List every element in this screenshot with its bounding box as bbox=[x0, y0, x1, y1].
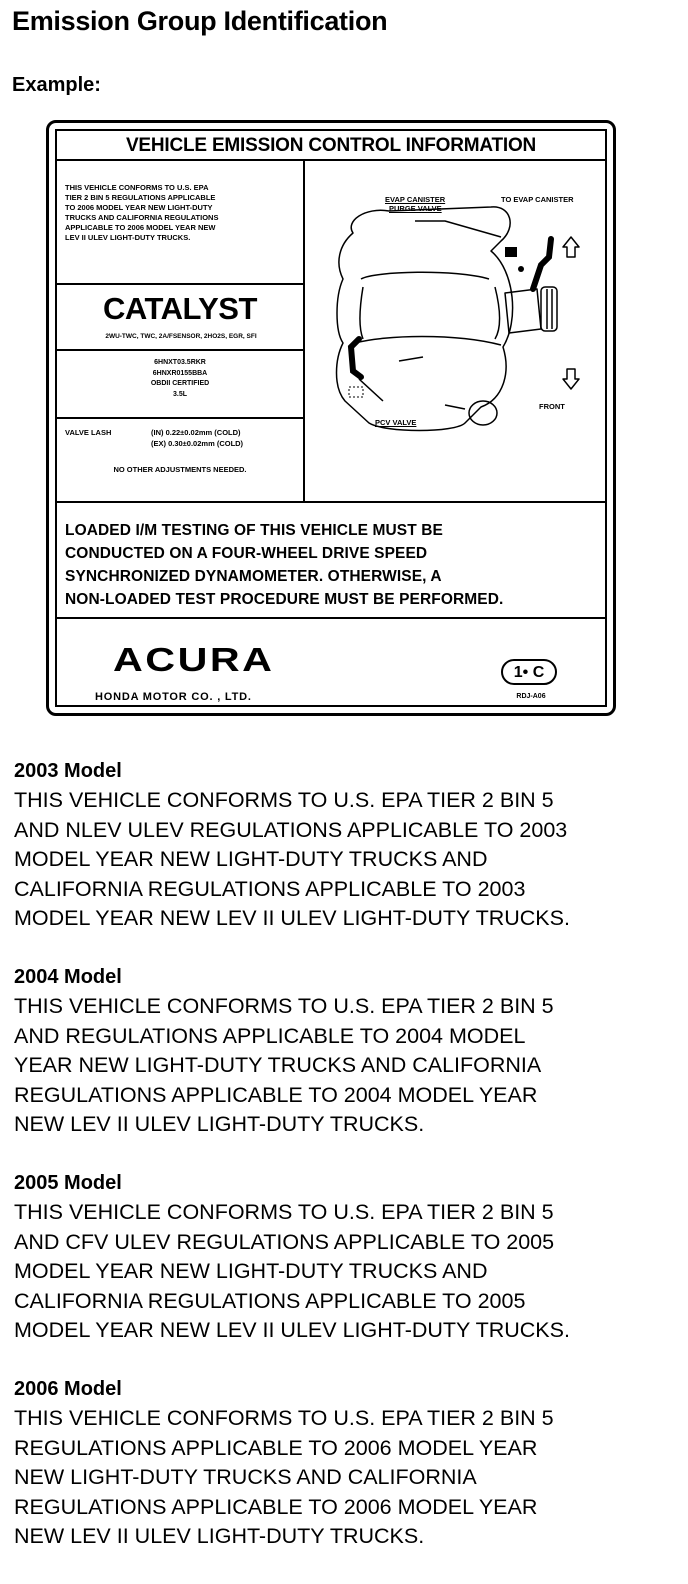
model-heading: 2006 Model bbox=[14, 1378, 122, 1400]
model-text bbox=[14, 992, 674, 1140]
label-info-column bbox=[57, 161, 305, 501]
model-text-line: MODEL YEAR NEW LIGHT-DUTY TRUCKS AND bbox=[14, 847, 488, 871]
valve-lash-intake: (IN) 0.22±0.02mm (COLD) bbox=[151, 428, 241, 437]
conformance-line: TRUCKS AND CALIFORNIA REGULATIONS bbox=[65, 213, 219, 222]
model-text-line: NEW LIGHT-DUTY TRUCKS AND CALIFORNIA bbox=[14, 1465, 477, 1489]
label-upper-section bbox=[57, 161, 605, 501]
label-part-code: RDJ-A06 bbox=[516, 693, 546, 700]
model-text-line: CALIFORNIA REGULATIONS APPLICABLE TO 2005 bbox=[14, 1288, 526, 1313]
engine-diagram bbox=[305, 161, 611, 501]
model-section-2006 bbox=[14, 1374, 674, 1552]
obd-certification: OBDII CERTIFIED bbox=[150, 380, 210, 387]
no-adjustments-note: NO OTHER ADJUSTMENTS NEEDED. bbox=[113, 465, 247, 474]
model-text-line: AND CFV ULEV REGULATIONS APPLICABLE TO 2005 bbox=[14, 1229, 555, 1254]
acura-logo: ACURA bbox=[113, 641, 275, 678]
model-text bbox=[14, 1404, 674, 1552]
model-section-2005 bbox=[14, 1168, 674, 1346]
hose-routing-diagram bbox=[305, 161, 605, 501]
model-text-line: MODEL YEAR NEW LEV II ULEV LIGHT-DUTY TRUCKS. bbox=[14, 906, 570, 930]
catalyst-title: CATALYST bbox=[103, 291, 257, 326]
model-text-line: MODEL YEAR NEW LIGHT-DUTY TRUCKS AND bbox=[14, 1259, 488, 1283]
purge-valve-label: PURGE VALVE bbox=[389, 204, 442, 213]
model-text-line: THIS VEHICLE CONFORMS TO U.S. EPA TIER 2 BIN 5 bbox=[14, 788, 554, 812]
model-text-line: REGULATIONS APPLICABLE TO 2004 MODEL YEAR bbox=[14, 1082, 538, 1107]
model-text-line: YEAR NEW LIGHT-DUTY TRUCKS AND CALIFORNIA bbox=[14, 1053, 542, 1077]
model-text-line: THIS VEHICLE CONFORMS TO U.S. EPA TIER 2 BIN 5 bbox=[14, 1406, 554, 1430]
divider bbox=[57, 417, 303, 419]
model-text-line: REGULATIONS APPLICABLE TO 2006 MODEL YEAR bbox=[14, 1435, 538, 1460]
pcv-valve-label: PCV VALVE bbox=[375, 418, 417, 427]
model-heading: 2005 Model bbox=[14, 1172, 122, 1194]
label-header: VEHICLE EMISSION CONTROL INFORMATION bbox=[57, 131, 605, 161]
valve-lash-spec bbox=[65, 427, 243, 449]
to-evap-canister-label: TO EVAP CANISTER bbox=[501, 195, 574, 204]
emission-label bbox=[46, 120, 616, 716]
conformance-line: TIER 2 BIN 5 REGULATIONS APPLICABLE bbox=[65, 193, 216, 202]
engine-family-ids bbox=[57, 358, 303, 400]
im-testing-box bbox=[57, 501, 605, 619]
displacement: 3.5L bbox=[172, 390, 187, 398]
conformance-line: LEV II ULEV LIGHT-DUTY TRUCKS. bbox=[65, 233, 191, 242]
model-text-line: NEW LEV II ULEV LIGHT-DUTY TRUCKS. bbox=[14, 1112, 425, 1136]
arrow-down-icon bbox=[563, 369, 579, 389]
model-text-line: REGULATIONS APPLICABLE TO 2006 MODEL YEAR bbox=[14, 1494, 538, 1519]
evap-canister-label: EVAP CANISTER bbox=[385, 195, 446, 204]
valve-lash-exhaust: (EX) 0.30±0.02mm (COLD) bbox=[151, 439, 244, 448]
model-heading: 2003 Model bbox=[14, 760, 122, 782]
arrow-up-icon bbox=[563, 237, 579, 257]
example-heading: Example: bbox=[12, 74, 101, 96]
engine-family-id: 6HNXT03.5RKR bbox=[154, 359, 206, 366]
model-text-line: MODEL YEAR NEW LEV II ULEV LIGHT-DUTY TRUCKS. bbox=[14, 1318, 570, 1342]
model-text-line: CALIFORNIA REGULATIONS APPLICABLE TO 2003 bbox=[14, 876, 526, 901]
conformance-line: APPLICABLE TO 2006 MODEL YEAR NEW bbox=[65, 223, 216, 232]
model-text-line: THIS VEHICLE CONFORMS TO U.S. EPA TIER 2 BIN 5 bbox=[14, 1200, 554, 1224]
im-testing-line: CONDUCTED ON A FOUR-WHEEL DRIVE SPEED bbox=[65, 545, 428, 562]
page-title: Emission Group Identification bbox=[12, 6, 388, 36]
conformance-line: THIS VEHICLE CONFORMS TO U.S. EPA bbox=[65, 183, 209, 192]
model-section-2004 bbox=[14, 962, 674, 1140]
evap-family-id: 6HNXR0155BBA bbox=[152, 369, 208, 377]
manufacturer-name: HONDA MOTOR CO. , LTD. bbox=[95, 691, 252, 703]
catalyst-codes: 2WU-TWC, TWC, 2A/FSENSOR, 2HO2S, EGR, SFI bbox=[105, 333, 257, 340]
front-label: FRONT bbox=[539, 402, 565, 411]
valve-lash-label: VALVE LASH bbox=[65, 428, 112, 437]
model-text-line: AND REGULATIONS APPLICABLE TO 2004 MODEL bbox=[14, 1023, 526, 1048]
model-text-line: THIS VEHICLE CONFORMS TO U.S. EPA TIER 2 BIN 5 bbox=[14, 994, 554, 1018]
conformance-line: TO 2006 MODEL YEAR NEW LIGHT-DUTY bbox=[65, 203, 213, 212]
brand-section bbox=[57, 617, 605, 705]
catalyst-box bbox=[57, 283, 303, 351]
model-heading: 2004 Model bbox=[14, 966, 122, 988]
model-text bbox=[14, 786, 674, 934]
im-testing-line: NON-LOADED TEST PROCEDURE MUST BE PERFORMED. bbox=[65, 591, 504, 608]
certification-badge: 1• C bbox=[501, 659, 557, 685]
im-testing-line: LOADED I/M TESTING OF THIS VEHICLE MUST BE bbox=[65, 522, 443, 539]
im-testing-line: SYNCHRONIZED DYNAMOMETER. OTHERWISE, A bbox=[65, 568, 442, 585]
model-text bbox=[14, 1198, 674, 1346]
model-text-line: AND NLEV ULEV REGULATIONS APPLICABLE TO 2003 bbox=[14, 817, 568, 842]
model-text-line: NEW LEV II ULEV LIGHT-DUTY TRUCKS. bbox=[14, 1524, 425, 1548]
emission-label-inner bbox=[55, 129, 607, 707]
model-section-2003 bbox=[14, 756, 674, 934]
conformance-statement bbox=[65, 183, 297, 243]
im-testing-notice bbox=[65, 519, 503, 611]
